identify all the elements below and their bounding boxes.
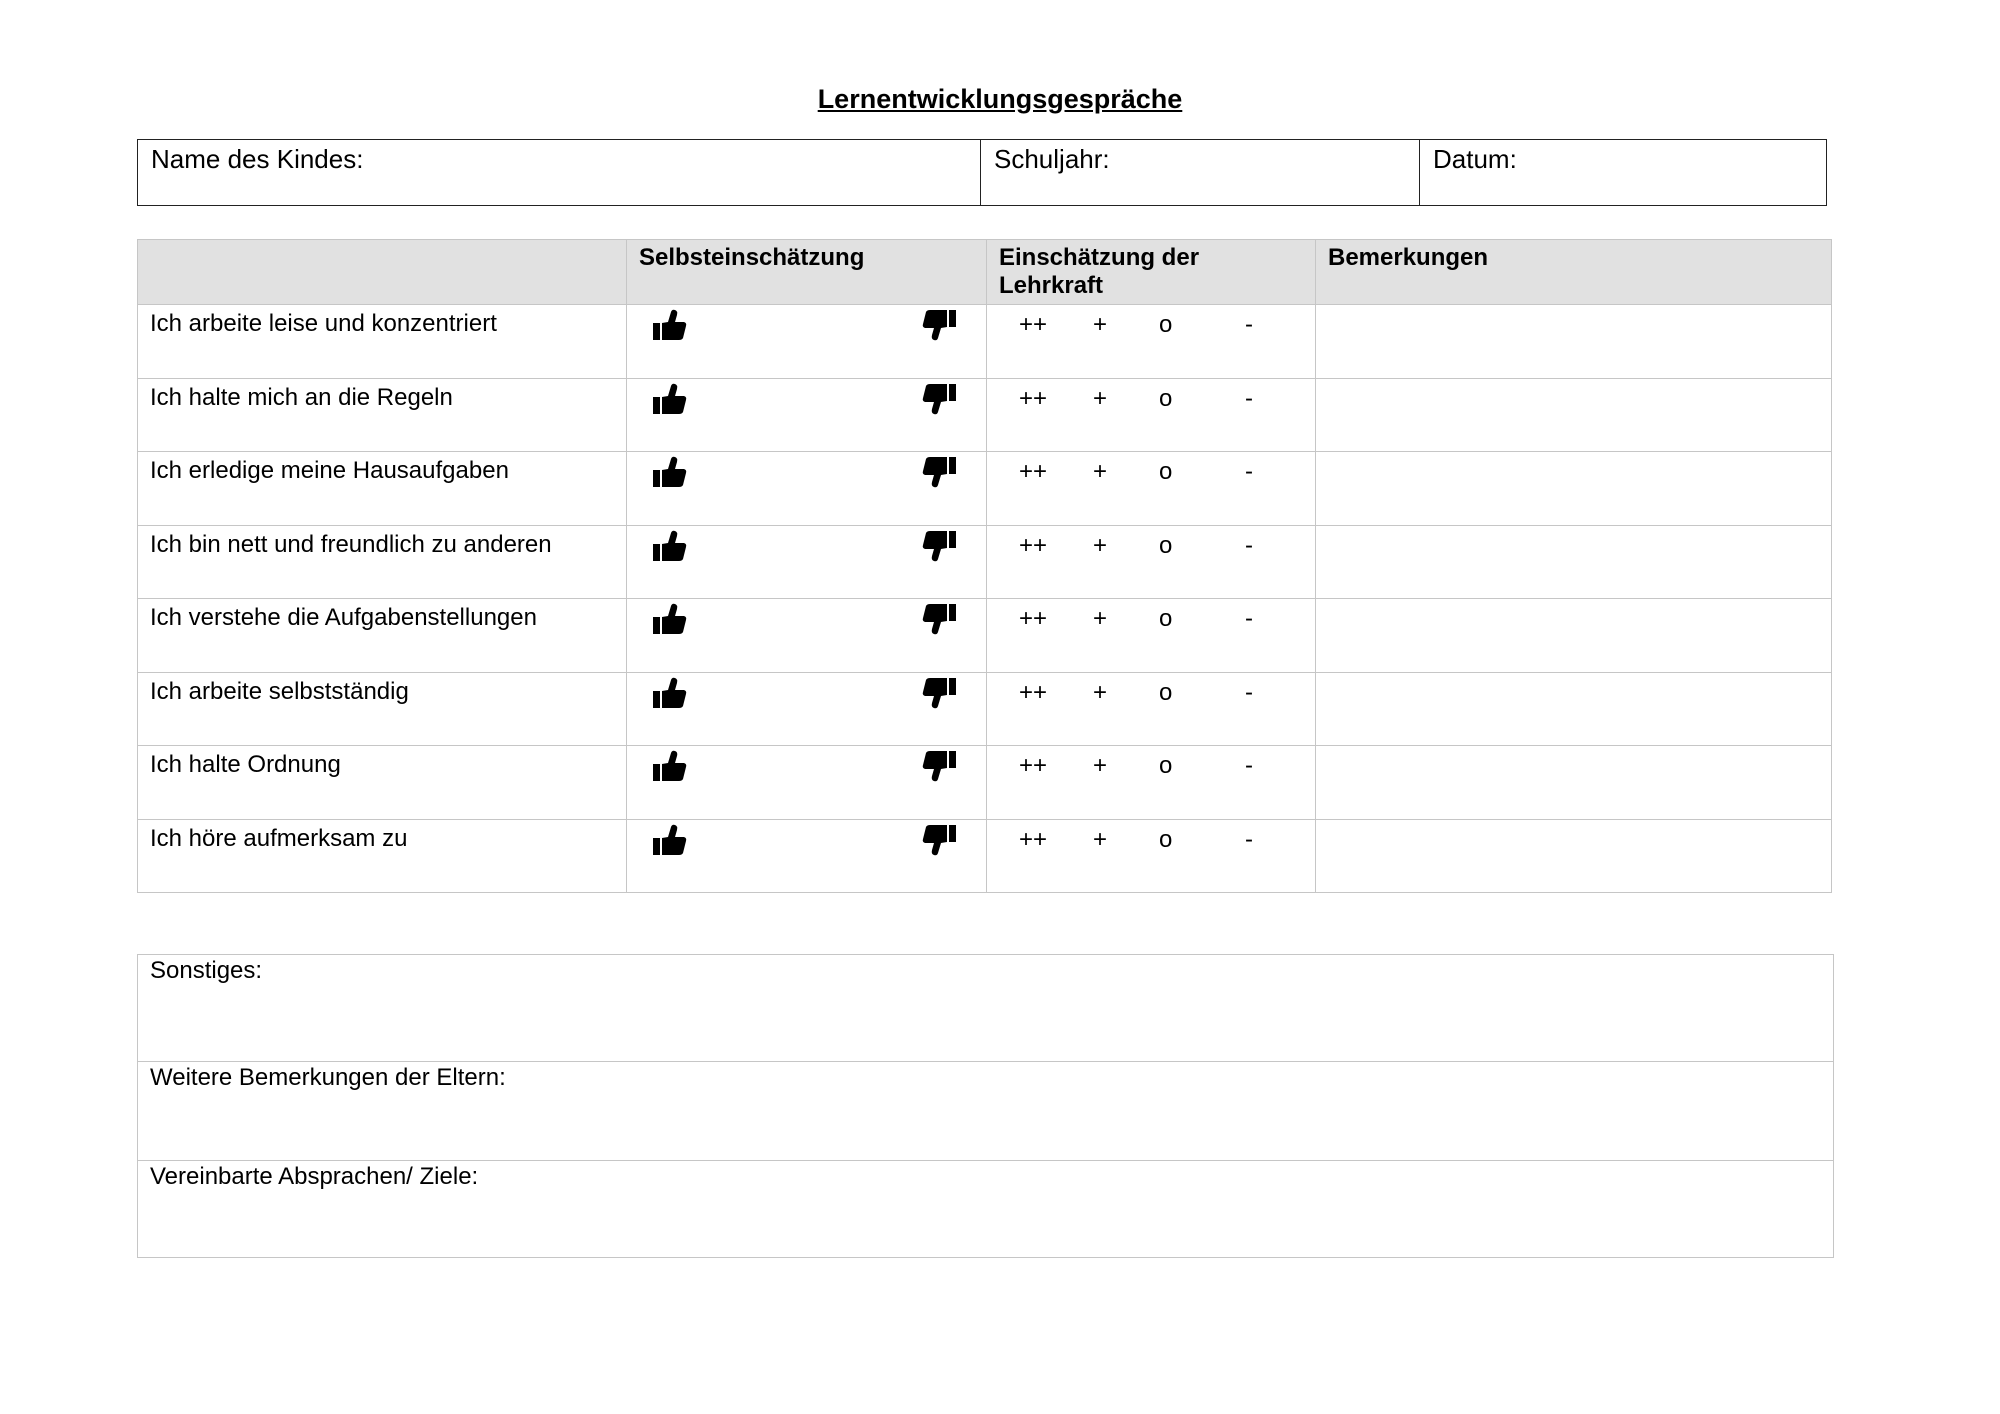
school-year-field[interactable] [980,140,1419,205]
child-name-field[interactable] [138,140,980,205]
rating-option-poor[interactable]: - [1245,384,1253,412]
document-title: Lernentwicklungsgespräche [817,84,1183,114]
table-row [138,819,1832,893]
rating-option-neutral[interactable]: o [1159,384,1173,412]
rating-option-very-good[interactable]: ++ [1019,752,1048,779]
rating-option-good[interactable]: + [1093,531,1108,559]
self-assessment-cell [627,525,987,599]
self-assessment-cell [627,672,987,746]
remarks-cell[interactable] [1316,672,1832,746]
rating-option-poor[interactable]: - [1245,752,1253,779]
rating-option-neutral[interactable]: o [1159,678,1173,706]
thumbs-up-icon[interactable] [653,603,687,635]
notes-table [137,954,1834,1258]
thumbs-up-icon[interactable] [653,530,687,562]
table-row [138,378,1832,452]
rating-option-good[interactable]: + [1093,825,1108,853]
table-row [138,672,1832,746]
rating-option-poor[interactable]: - [1245,678,1253,706]
assessment-item-label: Ich höre aufmerksam zu [138,819,627,893]
student-info-table [137,139,1827,206]
rating-option-very-good[interactable]: ++ [1019,531,1048,559]
remarks-cell[interactable] [1316,599,1832,673]
rating-option-good[interactable]: + [1093,311,1108,338]
thumbs-down-icon[interactable] [922,530,956,562]
date-field[interactable] [1419,140,1826,205]
self-assessment-cell [627,378,987,452]
assessment-item-label: Ich halte Ordnung [138,746,627,820]
thumbs-up-icon[interactable] [653,309,687,341]
rating-option-poor[interactable]: - [1245,311,1253,338]
rating-option-neutral[interactable]: o [1159,531,1173,559]
self-assessment-cell [627,599,987,673]
rating-option-very-good[interactable]: ++ [1019,605,1048,632]
parent-remarks-label: Weitere Bemerkungen der Eltern: [150,1064,506,1091]
rating-option-good[interactable]: + [1093,605,1108,632]
thumbs-down-icon[interactable] [922,456,956,488]
teacher-rating-cell [987,525,1316,599]
rating-option-poor[interactable]: - [1245,531,1253,559]
teacher-rating-cell [987,305,1316,379]
agreements-field[interactable] [138,1160,1833,1257]
remarks-cell[interactable] [1316,819,1832,893]
rating-option-very-good[interactable]: ++ [1019,825,1048,853]
rating-option-poor[interactable]: - [1245,825,1253,853]
assessment-table [137,239,1832,893]
rating-option-neutral[interactable]: o [1159,311,1173,338]
thumbs-up-icon[interactable] [653,383,687,415]
table-row [138,305,1832,379]
self-assessment-cell [627,305,987,379]
self-assessment-cell [627,819,987,893]
thumbs-up-icon[interactable] [653,824,687,856]
col-header-remarks: Bemerkungen [1316,240,1832,305]
teacher-rating-cell [987,599,1316,673]
child-name-label: Name des Kindes: [151,144,364,174]
teacher-rating-cell [987,746,1316,820]
assessment-item-label: Ich bin nett und freundlich zu anderen [138,525,627,599]
thumbs-up-icon[interactable] [653,456,687,488]
rating-option-poor[interactable]: - [1245,458,1253,485]
assessment-item-label: Ich erledige meine Hausaufgaben [138,452,627,526]
thumbs-down-icon[interactable] [922,750,956,782]
rating-option-neutral[interactable]: o [1159,825,1173,853]
other-notes-label: Sonstiges: [150,957,263,984]
rating-option-very-good[interactable]: ++ [1019,311,1048,338]
teacher-rating-cell [987,819,1316,893]
assessment-item-label: Ich halte mich an die Regeln [138,378,627,452]
other-notes-field[interactable] [138,955,1833,1061]
teacher-rating-cell [987,672,1316,746]
table-row [138,525,1832,599]
thumbs-up-icon[interactable] [653,750,687,782]
assessment-item-label: Ich arbeite selbstständig [138,672,627,746]
rating-option-good[interactable]: + [1093,752,1108,779]
thumbs-down-icon[interactable] [922,824,956,856]
rating-option-neutral[interactable]: o [1159,605,1173,632]
rating-option-neutral[interactable]: o [1159,458,1173,485]
thumbs-up-icon[interactable] [653,677,687,709]
teacher-rating-cell [987,378,1316,452]
thumbs-down-icon[interactable] [922,603,956,635]
teacher-rating-cell [987,452,1316,526]
agreements-label: Vereinbarte Absprachen/ Ziele: [150,1163,479,1190]
thumbs-down-icon[interactable] [922,383,956,415]
thumbs-down-icon[interactable] [922,677,956,709]
remarks-cell[interactable] [1316,305,1832,379]
rating-option-very-good[interactable]: ++ [1019,678,1048,706]
rating-option-good[interactable]: + [1093,458,1108,485]
table-row [138,599,1832,673]
rating-option-very-good[interactable]: ++ [1019,458,1048,485]
remarks-cell[interactable] [1316,452,1832,526]
rating-option-poor[interactable]: - [1245,605,1253,632]
assessment-item-label: Ich verstehe die Aufgabenstellungen [138,599,627,673]
rating-option-very-good[interactable]: ++ [1019,384,1048,412]
table-row [138,746,1832,820]
rating-option-neutral[interactable]: o [1159,752,1173,779]
remarks-cell[interactable] [1316,525,1832,599]
self-assessment-cell [627,746,987,820]
table-row [138,452,1832,526]
parent-remarks-field[interactable] [138,1061,1833,1160]
thumbs-down-icon[interactable] [922,309,956,341]
self-assessment-cell [627,452,987,526]
col-header-item [138,240,627,305]
col-header-teacher-assessment: Einschätzung der Lehrkraft [987,240,1316,305]
remarks-cell[interactable] [1316,746,1832,820]
col-header-self-assessment: Selbsteinschätzung [627,240,987,305]
rating-option-good[interactable]: + [1093,678,1108,706]
date-label: Datum: [1433,144,1517,174]
assessment-item-label: Ich arbeite leise und konzentriert [138,305,627,379]
rating-option-good[interactable]: + [1093,384,1108,412]
school-year-label: Schuljahr: [994,144,1110,174]
remarks-cell[interactable] [1316,378,1832,452]
